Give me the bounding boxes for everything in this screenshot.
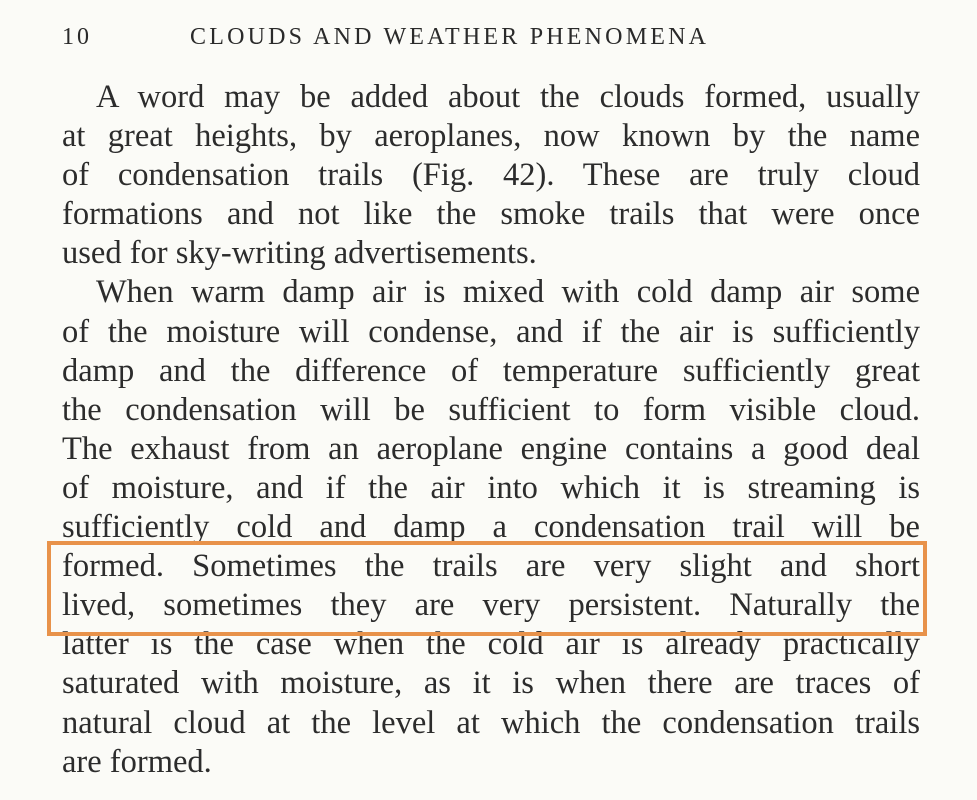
text-line: The exhaust from an aeroplane engine contains a good deal [62, 430, 920, 467]
text-line: the condensation will be sufficient to form visible cloud. [62, 391, 920, 428]
text-line: are formed. [62, 743, 212, 780]
text-line: of moisture, and if the air into which it is streaming is [62, 469, 920, 506]
page-number: 10 [62, 24, 92, 50]
text-line: at great heights, by aeroplanes, now known by the name [62, 118, 920, 155]
text-line: When warm damp air is mixed with cold damp air some [96, 274, 920, 311]
text-line: damp and the difference of temperature sufficiently great [62, 352, 920, 389]
highlighted-text-line: formed. Sometimes the trails are very slight and short [62, 548, 920, 585]
text-line: formations and not like the smoke trails that were once [62, 196, 920, 233]
text-line: sufficiently cold and damp a condensation trail will be [62, 509, 920, 546]
text-line: natural cloud at the level at which the condensation trails [62, 704, 920, 741]
body-text [62, 78, 920, 782]
text-line: of condensation trails (Fig. 42). These are truly cloud [62, 157, 920, 194]
text-line: A word may be added about the clouds formed, usually [96, 79, 920, 115]
text-line: saturated with moisture, as it is when there are traces of [62, 665, 920, 702]
highlighted-text-line: lived, sometimes they are very persistent. Naturally the [62, 587, 920, 624]
page-header [62, 24, 922, 60]
text-line: of the moisture will condense, and if the air is sufficiently [62, 313, 920, 350]
text-line: latter is the case when the cold air is already practically [62, 626, 920, 663]
running-title: CLOUDS AND WEATHER PHENOMENA [190, 24, 710, 50]
text-line: used for sky-writing advertisements. [62, 235, 537, 272]
